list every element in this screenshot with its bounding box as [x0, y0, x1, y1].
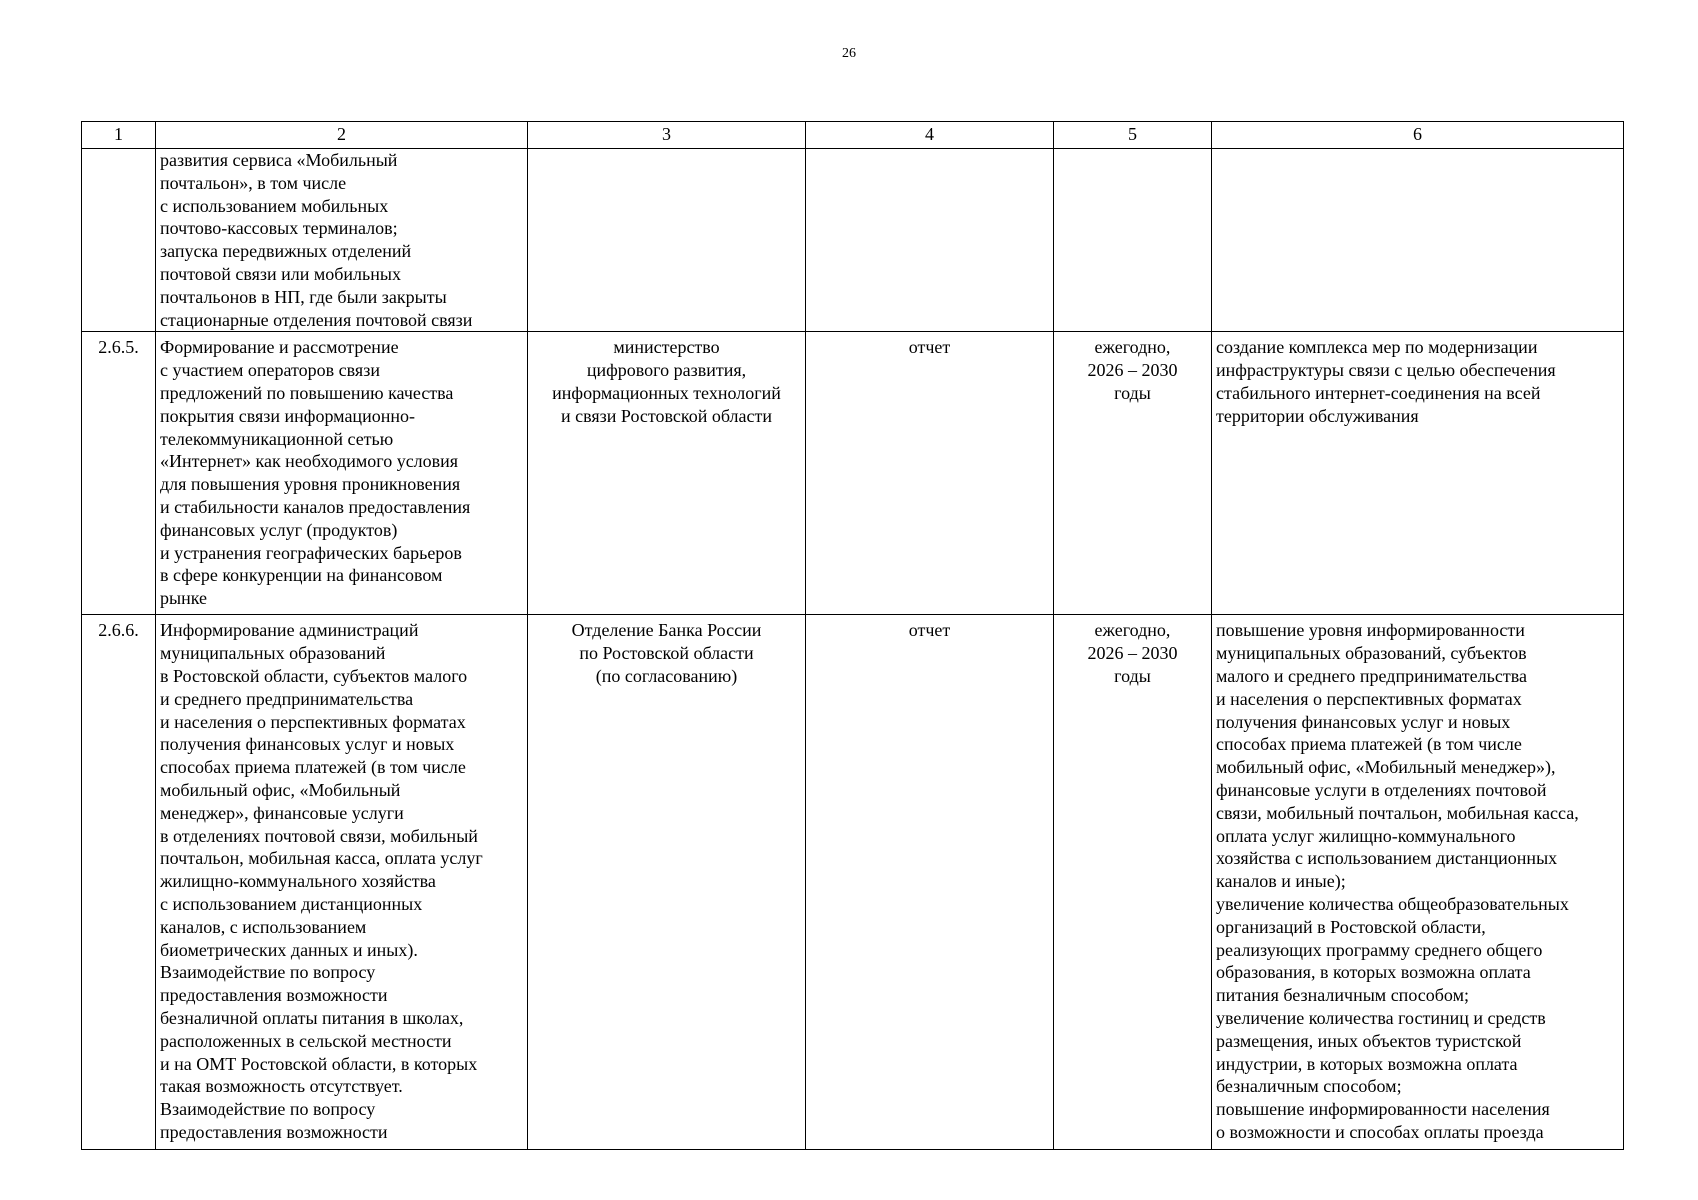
cell-line: территории обслуживания — [1216, 405, 1419, 426]
cell-line: и населения о перспективных форматах — [1216, 688, 1522, 709]
cell-line: безналичным способом; — [1216, 1076, 1402, 1097]
cell-line: безналичной оплаты питания в школах, — [160, 1007, 464, 1028]
cell-line: предложений по повышению качества — [160, 382, 454, 403]
cell-line: такая возможность отсутствует. — [160, 1076, 403, 1097]
cell-line: в Ростовской области, субъектов малого — [160, 665, 468, 686]
cell-line: финансовых услуг (продуктов) — [160, 519, 398, 540]
cell-line: отчет — [908, 620, 951, 641]
cell-line: хозяйства с использованием дистанционных — [1216, 848, 1558, 869]
cell-line: питания безналичным способом; — [1216, 985, 1469, 1006]
row-number: 2.6.6. — [82, 615, 156, 1150]
cell-line: расположенных в сельской местности — [160, 1030, 452, 1051]
header-cell: 6 — [1212, 122, 1624, 149]
cell-line: и стабильности каналов предоставления — [160, 496, 471, 517]
cell-line: каналов и иные); — [1216, 871, 1346, 892]
cell-line: биометрических данных и иных). — [160, 939, 418, 960]
header-cell: 4 — [806, 122, 1054, 149]
cell-line: с использованием дистанционных — [160, 893, 423, 914]
cell-line: ежегодно, — [1094, 620, 1171, 641]
cell-line: повышение информированности населения — [1216, 1099, 1550, 1120]
cell-line: инфраструктуры связи с целью обеспечения — [1216, 360, 1556, 381]
responsible-cell — [528, 149, 806, 332]
cell-line: размещения, иных объектов туристской — [1216, 1030, 1522, 1051]
cell-line: получения финансовых услуг и новых — [160, 734, 455, 755]
header-cell: 2 — [156, 122, 528, 149]
cell-line: стабильного интернет-соединения на всей — [1216, 382, 1541, 403]
cell-line: способах приема платежей (в том числе — [160, 757, 466, 778]
deadline-cell — [1054, 615, 1212, 1150]
cell-line: с участием операторов связи — [160, 360, 380, 381]
table-header-row — [82, 122, 1624, 149]
cell-line: почтовой связи или мобильных — [160, 263, 401, 284]
cell-line: почтальонов в НП, где были закрыты — [160, 286, 447, 307]
plan-table — [81, 121, 1624, 1150]
cell-line: министерство — [613, 337, 720, 358]
cell-line: отчет — [908, 337, 951, 358]
cell-line: почтальон», в том числе — [160, 172, 347, 193]
cell-line: 2026 – 2030 — [1087, 643, 1178, 664]
cell-line: способах приема платежей (в том числе — [1216, 734, 1522, 755]
cell-line: Информирование администраций — [160, 620, 419, 641]
header-cell: 1 — [82, 122, 156, 149]
page-number: 26 — [842, 46, 856, 61]
cell-line: индустрии, в которых возможна оплата — [1216, 1053, 1518, 1074]
cell-line: организаций в Ростовской области, — [1216, 916, 1486, 937]
cell-line: годы — [1114, 665, 1151, 686]
cell-line: о возможности и способах оплаты проезда — [1216, 1121, 1544, 1142]
cell-line: образования, в которых возможна оплата — [1216, 962, 1531, 983]
cell-line: телекоммуникационной сетью — [160, 428, 394, 449]
cell-line: Взаимодействие по вопросу — [160, 962, 376, 983]
header-cell: 3 — [528, 122, 806, 149]
cell-line: развития сервиса «Мобильный — [160, 150, 398, 170]
responsible-cell — [528, 615, 806, 1150]
cell-line: «Интернет» как необходимого условия — [160, 451, 459, 472]
measure-cell — [156, 615, 528, 1150]
row-number — [82, 149, 156, 332]
cell-line: Взаимодействие по вопросу — [160, 1099, 376, 1120]
cell-line: каналов, с использованием — [160, 916, 367, 937]
cell-line: и населения о перспективных форматах — [160, 711, 466, 732]
cell-line: получения финансовых услуг и новых — [1216, 711, 1511, 732]
cell-line: и связи Ростовской области — [560, 405, 773, 426]
cell-line: и на ОМТ Ростовской области, в которых — [160, 1053, 478, 1074]
cell-line: Формирование и рассмотрение — [160, 337, 399, 358]
cell-line: информационных технологий — [552, 382, 781, 403]
expected-result-cell — [1212, 332, 1624, 615]
cell-line: и среднего предпринимательства — [160, 688, 414, 709]
responsible-cell — [528, 332, 806, 615]
cell-line: ежегодно, — [1094, 337, 1171, 358]
cell-line: для повышения уровня проникновения — [160, 474, 461, 495]
cell-line: муниципальных образований — [160, 643, 386, 664]
cell-line: Отделение Банка России — [571, 620, 762, 641]
cell-line: (по согласованию) — [595, 665, 738, 686]
expected-result-cell — [1212, 615, 1624, 1150]
cell-line: мобильный офис, «Мобильный менеджер»), — [1216, 757, 1556, 778]
cell-line: и устранения географических барьеров — [160, 542, 462, 563]
cell-line: по Ростовской области — [579, 643, 754, 664]
cell-line: жилищно-коммунального хозяйства — [160, 871, 436, 892]
cell-line: мобильный офис, «Мобильный — [160, 779, 401, 800]
cell-line: муниципальных образований, субъектов — [1216, 643, 1527, 664]
table-row — [82, 332, 1624, 615]
result-type-cell — [806, 615, 1054, 1150]
cell-line: годы — [1114, 382, 1151, 403]
cell-line: запуска передвижных отделений — [160, 241, 412, 262]
cell-line: предоставления возможности — [160, 1121, 388, 1142]
deadline-cell — [1054, 332, 1212, 615]
result-type-cell — [806, 149, 1054, 332]
row-number: 2.6.5. — [82, 332, 156, 615]
cell-line: малого и среднего предпринимательства — [1216, 665, 1527, 686]
cell-line: с использованием мобильных — [160, 195, 389, 216]
cell-line: цифрового развития, — [586, 360, 747, 381]
measure-cell — [156, 332, 528, 615]
cell-line: увеличение количества гостиниц и средств — [1216, 1007, 1546, 1028]
cell-line: финансовые услуги в отделениях почтовой — [1216, 779, 1547, 800]
cell-line: увеличение количества общеобразовательных — [1216, 893, 1569, 914]
cell-line: в сфере конкуренции на финансовом — [160, 565, 443, 586]
table-row — [82, 615, 1624, 1150]
cell-line: в отделениях почтовой связи, мобильный — [160, 825, 478, 846]
expected-result-cell — [1212, 149, 1624, 332]
table-row — [82, 149, 1624, 332]
result-type-cell — [806, 332, 1054, 615]
cell-line: оплата услуг жилищно-коммунального — [1216, 825, 1516, 846]
header-cell: 5 — [1054, 122, 1212, 149]
cell-line: предоставления возможности — [160, 985, 388, 1006]
cell-line: создание комплекса мер по модернизации — [1216, 337, 1538, 358]
measure-cell — [156, 149, 528, 332]
cell-line: стационарные отделения почтовой связи — [160, 309, 473, 330]
cell-line: повышение уровня информированности — [1216, 620, 1525, 641]
cell-line: покрытия связи информационно- — [160, 405, 415, 426]
cell-line: почтальон, мобильная касса, оплата услуг — [160, 848, 483, 869]
cell-line: рынке — [160, 588, 208, 609]
cell-line: почтово-кассовых терминалов; — [160, 218, 398, 239]
cell-line: связи, мобильный почтальон, мобильная касса, — [1216, 802, 1579, 823]
deadline-cell — [1054, 149, 1212, 332]
cell-line: 2026 – 2030 — [1087, 360, 1178, 381]
cell-line: менеджер», финансовые услуги — [160, 802, 404, 823]
cell-line: реализующих программу среднего общего — [1216, 939, 1543, 960]
